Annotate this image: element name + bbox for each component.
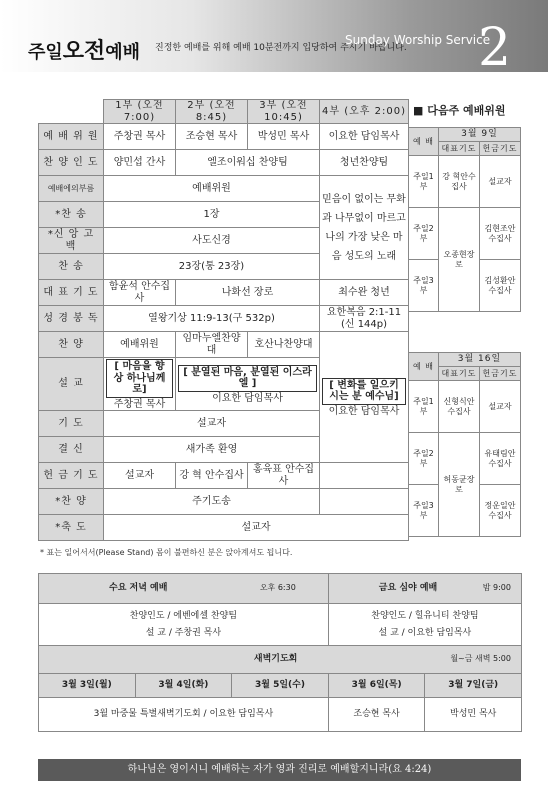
- wednesday-time: 오후 6:30: [259, 583, 296, 593]
- table-cell: 주기도송: [104, 489, 320, 515]
- detail-line: 설 교 / 이요한 담임목사: [378, 627, 472, 638]
- day-header: 3월 3일(월): [39, 674, 136, 698]
- table-cell: 이요한 담임목사: [320, 124, 409, 150]
- square-bullet-icon: ■: [413, 104, 428, 117]
- detail-line: 찬양인도 / 힐유니티 찬양팀: [371, 611, 479, 622]
- stand-mark: *: [55, 495, 62, 507]
- weekday-services-table: [38, 573, 522, 732]
- row-label: 설 교: [39, 358, 104, 411]
- row-label: *찬 송: [39, 202, 104, 228]
- column-header: 대표기도: [439, 142, 480, 156]
- table-cell: 설교자: [104, 515, 409, 541]
- row-label: *찬 양: [39, 489, 104, 515]
- service-schedule-table: [38, 99, 409, 541]
- column-header: 헌금기도: [480, 367, 521, 381]
- friday-service-header: [328, 574, 521, 604]
- table-cell: 허동균장로: [439, 433, 480, 537]
- table-cell: 요한복음 2:1-11 (신 144p): [320, 306, 409, 332]
- table-corner: [39, 100, 104, 124]
- table-cell: 김현조안수집사: [480, 208, 521, 260]
- role-label: 예 배: [409, 353, 439, 381]
- row-label: 대 표 기 도: [39, 280, 104, 306]
- sermon-2-cell: [176, 358, 320, 411]
- date-header: 3월 9일: [439, 128, 521, 142]
- table-cell: 사도신경: [104, 228, 320, 254]
- table-cell: 김성환안수집사: [480, 260, 521, 312]
- column-header: 1부 (오전 7:00): [104, 100, 176, 124]
- friday-title: 금요 심야 예배: [378, 583, 438, 594]
- row-label: 주일2부: [409, 208, 439, 260]
- dawn-prayer-header: [39, 646, 522, 674]
- sermon-title: [ 마음을 향상 하나님께로]: [106, 359, 173, 398]
- column-header: 대표기도: [439, 367, 480, 381]
- table-cell: 조승현 목사: [176, 124, 248, 150]
- row-label: *축 도: [39, 515, 104, 541]
- friday-details: [328, 604, 521, 646]
- row-label: 주일3부: [409, 260, 439, 312]
- role-label: 예 배: [409, 128, 439, 156]
- page-subtitle: 진정한 예배를 위해 예배 10분전까지 입당하여 주시기 바랍니다.: [155, 43, 407, 53]
- day-header: 3월 6일(목): [328, 674, 425, 698]
- row-label: 예 배 위 원: [39, 124, 104, 150]
- sermon-title: [ 변화를 일으키 시는 분 예수님]: [322, 378, 406, 405]
- table-cell-empty: [320, 463, 409, 489]
- row-label: 기 도: [39, 411, 104, 437]
- table-cell: 임마누엘찬양대: [176, 332, 248, 358]
- row-label: 주일1부: [409, 156, 439, 208]
- table-cell: 양민섭 간사: [104, 150, 176, 176]
- row-label: 주일1부: [409, 381, 439, 433]
- table-cell: 1장: [104, 202, 320, 228]
- dawn-special-cell: 3월 마중물 특별새벽기도회 / 이요한 담임목사: [39, 698, 329, 732]
- sermon-title: [ 분열된 마음, 분열된 이스라엘 ]: [178, 365, 317, 392]
- sermon-1-cell: [104, 358, 176, 411]
- table-cell: 청년찬양팀: [320, 150, 409, 176]
- table-cell: 설교자: [480, 156, 521, 208]
- row-label: 주일2부: [409, 433, 439, 485]
- table-cell-empty: [320, 489, 409, 515]
- table-cell: 오종현장로: [439, 208, 480, 312]
- row-label: 예배에의부름: [39, 176, 104, 202]
- row-label: 주일3부: [409, 485, 439, 537]
- table-cell: 강 혁안수집사: [439, 156, 480, 208]
- row-label: 성 경 봉 독: [39, 306, 104, 332]
- page-number: 2: [478, 18, 512, 78]
- day-header: 3월 7일(금): [425, 674, 522, 698]
- day-header: 3월 5일(수): [232, 674, 329, 698]
- detail-line: 찬양인도 / 에벤에셀 찬양팀: [129, 611, 238, 622]
- table-cell: 정운일안수집사: [480, 485, 521, 537]
- wednesday-title: 수요 저녁 예배: [109, 583, 168, 594]
- table-cell: 호산나찬양대: [248, 332, 320, 358]
- dawn-thursday-cell: 조승현 목사: [328, 698, 425, 732]
- table-cell: 주창권 목사: [104, 124, 176, 150]
- table-cell: 설교자: [104, 463, 176, 489]
- dawn-time: 월~금 새벽 5:00: [450, 654, 511, 664]
- row-label: 찬 양 인 도: [39, 150, 104, 176]
- column-header: 3부 (오전 10:45): [248, 100, 320, 124]
- table-cell: 설교자: [480, 381, 521, 433]
- column-header: 4부 (오후 2:00): [320, 100, 409, 124]
- table-cell: 새가족 환영: [104, 437, 320, 463]
- next-week-table-2: [408, 352, 521, 537]
- table-cell: 유태림안수집사: [480, 433, 521, 485]
- table-cell: 23장(통 23장): [104, 254, 320, 280]
- row-label: 찬 양: [39, 332, 104, 358]
- sermon-pastor: 이요한 담임목사: [328, 405, 400, 417]
- day-header: 3월 4일(화): [135, 674, 232, 698]
- table-cell: 박성민 목사: [248, 124, 320, 150]
- page-title: 주일오전예배: [28, 39, 141, 64]
- merged-cell: 믿음이 없이는 무화과 나무없이 마르고 나의 가장 낮은 마음 성도의 노래: [320, 176, 409, 280]
- table-cell: 함윤석 안수집사: [104, 280, 176, 306]
- dawn-title: 새벽기도회: [253, 654, 298, 665]
- friday-time: 밤 9:00: [482, 583, 511, 593]
- table-cell: 열왕기상 11:9-13(구 532p): [104, 306, 320, 332]
- table-cell: 예배위원: [104, 176, 320, 202]
- table-cell: 설교자: [104, 411, 320, 437]
- column-header: 2부 (오전 8:45): [176, 100, 248, 124]
- sermon-pastor: 이요한 담임목사: [212, 392, 283, 404]
- table-cell: 예배위원: [104, 332, 176, 358]
- stand-mark: *: [55, 521, 62, 533]
- dawn-friday-cell: 박성민 목사: [425, 698, 522, 732]
- row-label: *신 앙 고 백: [39, 228, 104, 254]
- date-header: 3월 16일: [439, 353, 521, 367]
- next-week-title: ■ 다음주 예배위원: [413, 104, 506, 117]
- table-cell: 신형식안수집사: [439, 381, 480, 433]
- detail-line: 설 교 / 주창권 목사: [145, 627, 222, 638]
- next-week-table-1: [408, 127, 521, 312]
- row-label: 헌 금 기 도: [39, 463, 104, 489]
- table-cell: 나화선 장로: [176, 280, 320, 306]
- row-label: 찬 송: [39, 254, 104, 280]
- footer-verse: 하나님은 영이시니 예배하는 자가 영과 진리로 예배할지니라(요 4:24): [38, 759, 521, 781]
- column-header: 헌금기도: [480, 142, 521, 156]
- stand-note: * 표는 일어서서(Please Stand) 몸이 불편하신 분은 앉아계셔도 됩니다.: [40, 548, 293, 557]
- row-label: 결 신: [39, 437, 104, 463]
- stand-mark: *: [55, 208, 62, 220]
- sermon-4-cell: [320, 332, 409, 463]
- table-cell: 강 혁 안수집사: [176, 463, 248, 489]
- table-cell: 홍육표 안수집사: [248, 463, 320, 489]
- english-title: Sunday Worship Service: [345, 33, 491, 47]
- stand-mark: *: [47, 229, 54, 240]
- table-cell: 최수완 청년: [320, 280, 409, 306]
- wednesday-service-header: [39, 574, 329, 604]
- sermon-pastor: 주창권 목사: [113, 398, 166, 410]
- table-cell: 엘조이워십 찬양팀: [176, 150, 320, 176]
- wednesday-details: [39, 604, 329, 646]
